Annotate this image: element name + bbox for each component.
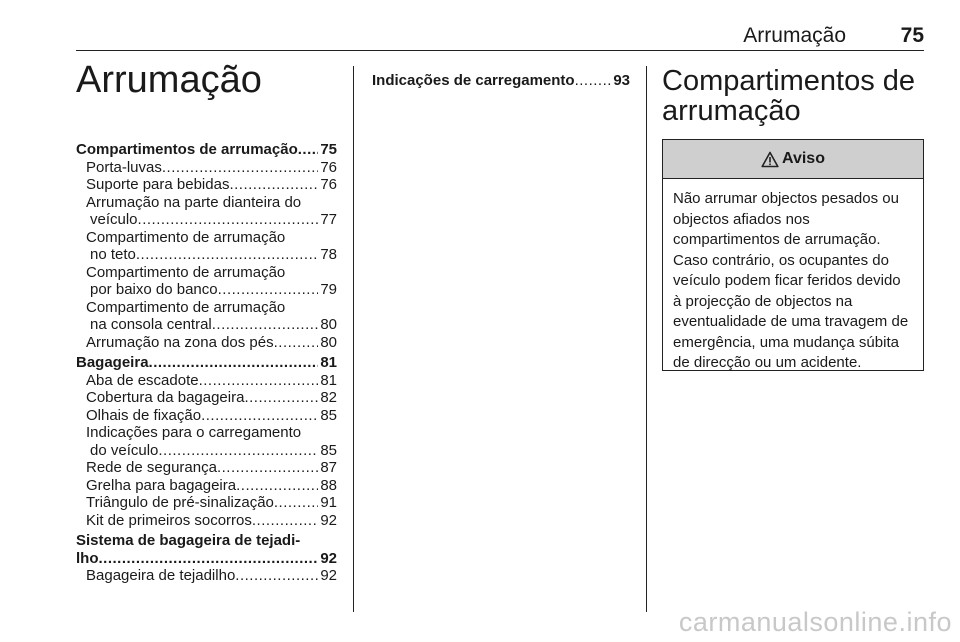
toc-leader-dots — [199, 372, 319, 390]
toc-entry[interactable] — [86, 459, 337, 477]
column-divider — [646, 66, 647, 612]
toc-entry-line — [86, 372, 337, 390]
toc-section-title: Indicações de carregamento — [372, 72, 575, 89]
toc-leader-dots — [138, 211, 319, 229]
toc-entry[interactable] — [86, 159, 337, 177]
toc-leader-dots — [575, 72, 612, 90]
toc-page-number: 85 — [320, 441, 337, 459]
toc-page-number: 92 — [320, 567, 337, 584]
toc-entry-line — [86, 159, 337, 177]
toc-entry-line — [86, 316, 337, 334]
toc-entry[interactable] — [86, 334, 337, 352]
toc-section-title-text: Sistema de bagageira de tejadi- — [76, 532, 301, 549]
toc-section-title[interactable] — [76, 550, 337, 568]
toc-leader-dots — [244, 389, 318, 407]
toc-entry-line — [86, 494, 337, 512]
toc-entry-text: no teto — [90, 246, 136, 263]
toc-entry-line — [86, 512, 337, 530]
toc-entry[interactable] — [86, 424, 337, 459]
toc-entry-text: Compartimento de arrumação — [86, 298, 286, 316]
toc-entry-line — [86, 567, 337, 585]
toc-entry[interactable] — [86, 194, 337, 229]
toc-entry[interactable] — [86, 389, 337, 407]
section-title-text: Compartimentos de arrumação — [662, 65, 916, 127]
warning-header — [663, 140, 923, 179]
toc-entry-text: Bagageira de tejadilho — [86, 567, 236, 584]
toc-entry-line — [86, 407, 337, 425]
toc-link-indicacoes-carregamento[interactable] — [372, 72, 630, 90]
toc-entry-text: Grelha para bagageira — [86, 476, 237, 494]
chapter-title: Arrumação — [76, 59, 262, 101]
toc-entry-text: veículo — [90, 211, 138, 228]
toc-leader-dots — [212, 316, 319, 334]
section-title — [662, 66, 960, 126]
toc-entry-line — [86, 477, 337, 495]
toc-entry[interactable] — [86, 176, 337, 194]
toc-leader-dots — [149, 354, 319, 372]
column-divider — [353, 66, 354, 612]
table-of-contents — [76, 141, 337, 588]
toc-entry-line — [86, 389, 337, 407]
toc-entry-text: Suporte para bebidas — [86, 176, 230, 193]
toc-entry-text: Arrumação na zona dos pés — [86, 333, 274, 351]
toc-page-number: 80 — [320, 316, 337, 333]
toc-entry-text: por baixo do banco — [90, 281, 218, 298]
toc-entry[interactable] — [86, 512, 337, 530]
toc-page-number: 92 — [320, 511, 337, 529]
toc-entry-line — [86, 334, 337, 352]
toc-entry-line — [86, 442, 337, 460]
toc-page-number: 87 — [320, 459, 337, 476]
toc-entry-text: Aba de escadote — [86, 371, 199, 389]
toc-entry-text: Rede de segurança — [86, 459, 217, 476]
toc-section-title[interactable] — [76, 354, 337, 372]
toc-entry-text: na consola central — [90, 316, 212, 333]
toc-leader-dots — [218, 281, 319, 299]
toc-page-number: 91 — [320, 494, 337, 511]
toc-page-number: 77 — [320, 211, 337, 228]
toc-page-number: 78 — [320, 246, 337, 263]
toc-entry[interactable] — [86, 477, 337, 495]
toc-page-number: 76 — [320, 176, 337, 193]
page-header — [76, 22, 924, 51]
toc-entry[interactable] — [86, 407, 337, 425]
toc-page-number: 81 — [320, 371, 337, 389]
toc-entry-text: Cobertura da bagageira — [86, 389, 245, 406]
toc-entry-text: Compartimento de arrumação — [86, 263, 286, 281]
toc-entry-text: Compartimento de arrumação — [86, 228, 286, 246]
toc-entry-line — [86, 246, 337, 264]
watermark: carmanualsonline.info — [678, 607, 952, 637]
toc-entry-line — [86, 194, 337, 212]
toc-section — [76, 141, 337, 351]
toc-entry-line — [86, 459, 337, 477]
warning-triangle-icon — [761, 151, 779, 168]
toc-entry-text: Arrumação na parte dianteira do — [86, 193, 302, 211]
toc-entry-text: do veículo — [90, 441, 159, 459]
toc-entry-line — [86, 211, 337, 229]
toc-leader-dots — [274, 334, 319, 352]
toc-page-number: 85 — [320, 406, 337, 424]
toc-entry[interactable] — [86, 299, 337, 334]
toc-entry-line — [86, 176, 337, 194]
toc-entry-text: Indicações para o carregamento — [86, 424, 302, 441]
toc-leader-dots — [236, 477, 318, 495]
toc-entry-text: Kit de primeiros socorros — [86, 511, 252, 529]
toc-section — [76, 532, 337, 585]
toc-section-title-text: lho — [76, 549, 99, 567]
toc-leader-dots — [252, 512, 318, 530]
warning-text: Não arrumar objectos pesados ou objectos afiados nos compartimentos de arrumação. Caso contrário, os ocupantes do veículo podem ficar feridos devido à projecção de objectos na eventualidade de uma travagem de emergência, uma mudança súbita de direcção ou um acidente. — [673, 190, 909, 371]
toc-leader-dots — [136, 246, 318, 264]
toc-section-title-text: Bagageira — [76, 354, 149, 371]
toc-leader-dots — [298, 141, 319, 159]
toc-entry[interactable] — [86, 494, 337, 512]
toc-leader-dots — [229, 176, 318, 194]
toc-leader-dots — [201, 407, 318, 425]
toc-entry-line — [86, 299, 337, 317]
warning-label: Aviso — [782, 150, 825, 167]
toc-leader-dots — [217, 459, 318, 477]
toc-section-title-text: Compartimentos de arrumação — [76, 141, 298, 158]
toc-entry[interactable] — [86, 229, 337, 264]
toc-page-number: 93 — [613, 72, 630, 89]
toc-entry-line — [86, 424, 337, 442]
toc-leader-dots — [99, 550, 319, 568]
toc-page-number: 81 — [320, 354, 337, 371]
toc-entry-text: Porta-luvas — [86, 158, 162, 176]
toc-page-number: 75 — [320, 141, 337, 158]
toc-section-title[interactable] — [76, 141, 337, 159]
toc-leader-dots — [235, 567, 318, 585]
toc-leader-dots — [162, 159, 318, 177]
header-page-number: 75 — [900, 24, 924, 47]
toc-entry-line — [86, 229, 337, 247]
toc-leader-dots — [274, 494, 318, 512]
toc-entry-text: Triângulo de pré-sinalização — [86, 494, 274, 511]
toc-entry-text: Olhais de fixação — [86, 406, 202, 424]
warning-box — [662, 139, 924, 371]
toc-page-number: 92 — [320, 549, 337, 567]
toc-entry[interactable] — [86, 372, 337, 390]
toc-page-number: 79 — [320, 281, 337, 298]
toc-page-number: 76 — [320, 158, 337, 176]
toc-page-number: 80 — [320, 333, 337, 351]
toc-leader-dots — [158, 442, 318, 460]
toc-page-number: 88 — [320, 476, 337, 494]
toc-entry-line — [86, 264, 337, 282]
toc-entry-line — [86, 281, 337, 299]
toc-section-title — [76, 532, 337, 550]
toc-page-number: 82 — [320, 389, 337, 406]
toc-entry[interactable] — [86, 567, 337, 585]
toc-entry[interactable] — [86, 264, 337, 299]
header-title: Arrumação — [743, 24, 846, 47]
toc-column-2 — [372, 72, 630, 90]
toc-section — [76, 354, 337, 529]
